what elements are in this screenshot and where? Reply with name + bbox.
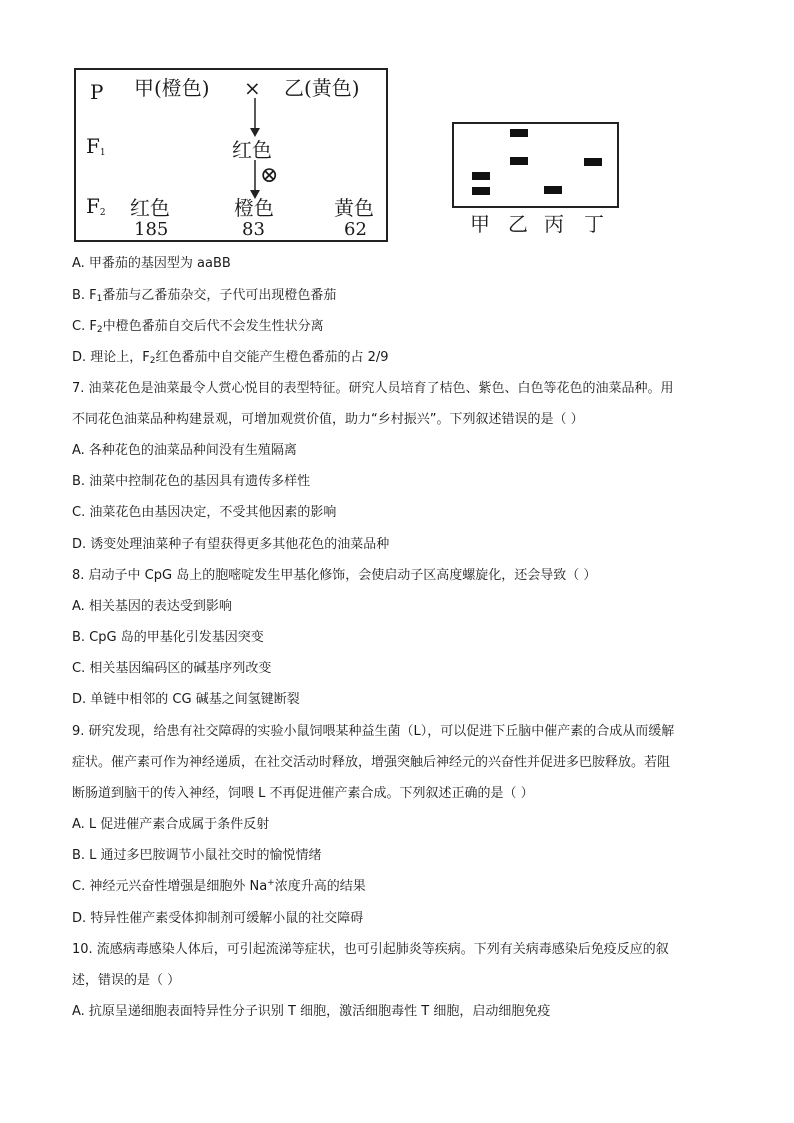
q7-stem-line: 7. 油菜花色是油菜最令人赏心悦目的表型特征。研究人员培育了桔色、紫色、白色等花色的油菜品种。用 (72, 381, 674, 396)
parent-yi-label: 乙(黄色) (284, 76, 360, 100)
q10-option-a: A. 抗原呈递细胞表面特异性分子识别 T 细胞，激活细胞毒性 T 细胞，启动细胞免疫 (72, 1004, 551, 1019)
f2-red-label: 红色 (130, 196, 170, 220)
q6-option-a: A. 甲番茄的基因型为 aaBB (72, 256, 231, 271)
q9-stem-line: 症状。催产素可作为神经递质，在社交活动时释放，增强突触后神经元的兴奋性并促进多巴胺释放。若阻 (72, 755, 671, 770)
gel-diagram (452, 122, 619, 208)
q7-option-a: A. 各种花色的油菜品种间没有生殖隔离 (72, 443, 297, 458)
gel-band (472, 172, 490, 180)
cross-diagram (74, 68, 388, 242)
q9-option-c: C. 神经元兴奋性增强是细胞外 Na+浓度升高的结果 (72, 878, 366, 894)
lane-label-jia: 甲 (470, 212, 490, 236)
gel-band (472, 187, 490, 195)
lane-label-ding: 丁 (584, 212, 604, 236)
q9-option-a: A. L 促进催产素合成属于条件反射 (72, 817, 270, 832)
cross-symbol: × (244, 76, 261, 100)
f2-yellow-count: 62 (344, 219, 367, 240)
parent-jia-label: 甲(橙色) (134, 76, 210, 100)
q6-option-c: C. $F_2$中橙色番茄自交后代不会发生性状分离 (72, 319, 324, 335)
gel-band (510, 129, 528, 137)
gel-band (584, 158, 602, 166)
f2-red-count: 185 (134, 219, 169, 240)
gel-band (544, 186, 562, 194)
f2-generation-label: $F_2$ (86, 194, 106, 218)
q6-option-d: D. 理论上，$F_2$红色番茄中自交能产生橙色番茄的占 2/9 (72, 350, 389, 366)
q8-option-c: C. 相关基因编码区的碱基序列改变 (72, 661, 272, 676)
gel-band (510, 157, 528, 165)
f1-phenotype: 红色 (232, 138, 272, 162)
q8-option-d: D. 单链中相邻的 CG 碱基之间氢键断裂 (72, 692, 300, 707)
q7-stem-line: 不同花色油菜品种构建景观，可增加观赏价值，助力“乡村振兴”。下列叙述错误的是（ ） (72, 412, 584, 427)
q9-stem-line: 断肠道到脑干的传入神经，饲喂 L 不再促进催产素合成。下列叙述正确的是（ ） (72, 786, 534, 801)
q8-option-b: B. CpG 岛的甲基化引发基因突变 (72, 630, 264, 645)
q9-option-d: D. 特异性催产素受体抑制剂可缓解小鼠的社交障碍 (72, 911, 364, 926)
q8-option-a: A. 相关基因的表达受到影响 (72, 599, 232, 614)
q6-option-b: B. $F_1$番茄与乙番茄杂交，子代可出现橙色番茄 (72, 288, 337, 304)
q10-stem-line: 10. 流感病毒感染人体后，可引起流涕等症状，也可引起肺炎等疾病。下列有关病毒感染后免疫反应的叙 (72, 942, 669, 957)
lane-label-yi: 乙 (508, 212, 528, 236)
f2-orange-count: 83 (242, 219, 265, 240)
selfing-symbol: ⊗ (260, 163, 279, 188)
f2-yellow-label: 黄色 (334, 196, 374, 220)
q8-stem-line: 8. 启动子中 CpG 岛上的胞嘧啶发生甲基化修饰，会使启动子区高度螺旋化，还会导致（ ） (72, 568, 597, 583)
lane-label-bing: 丙 (544, 212, 564, 236)
p-generation-label: P (90, 80, 104, 104)
q9-option-b: B. L 通过多巴胺调节小鼠社交时的愉悦情绪 (72, 848, 322, 863)
down-arrow-icon (248, 98, 262, 138)
q7-option-d: D. 诱变处理油菜种子有望获得更多其他花色的油菜品种 (72, 537, 390, 552)
q7-option-b: B. 油菜中控制花色的基因具有遗传多样性 (72, 474, 311, 489)
q10-stem-line: 述，错误的是（ ） (72, 973, 181, 988)
f1-generation-label: $F_1$ (86, 134, 106, 158)
q7-option-c: C. 油菜花色由基因决定，不受其他因素的影响 (72, 505, 337, 520)
f2-orange-label: 橙色 (234, 196, 274, 220)
q9-stem-line: 9. 研究发现，给患有社交障碍的实验小鼠饲喂某种益生菌（L），可以促进下丘脑中催产素的合成从而缓解 (72, 724, 675, 739)
